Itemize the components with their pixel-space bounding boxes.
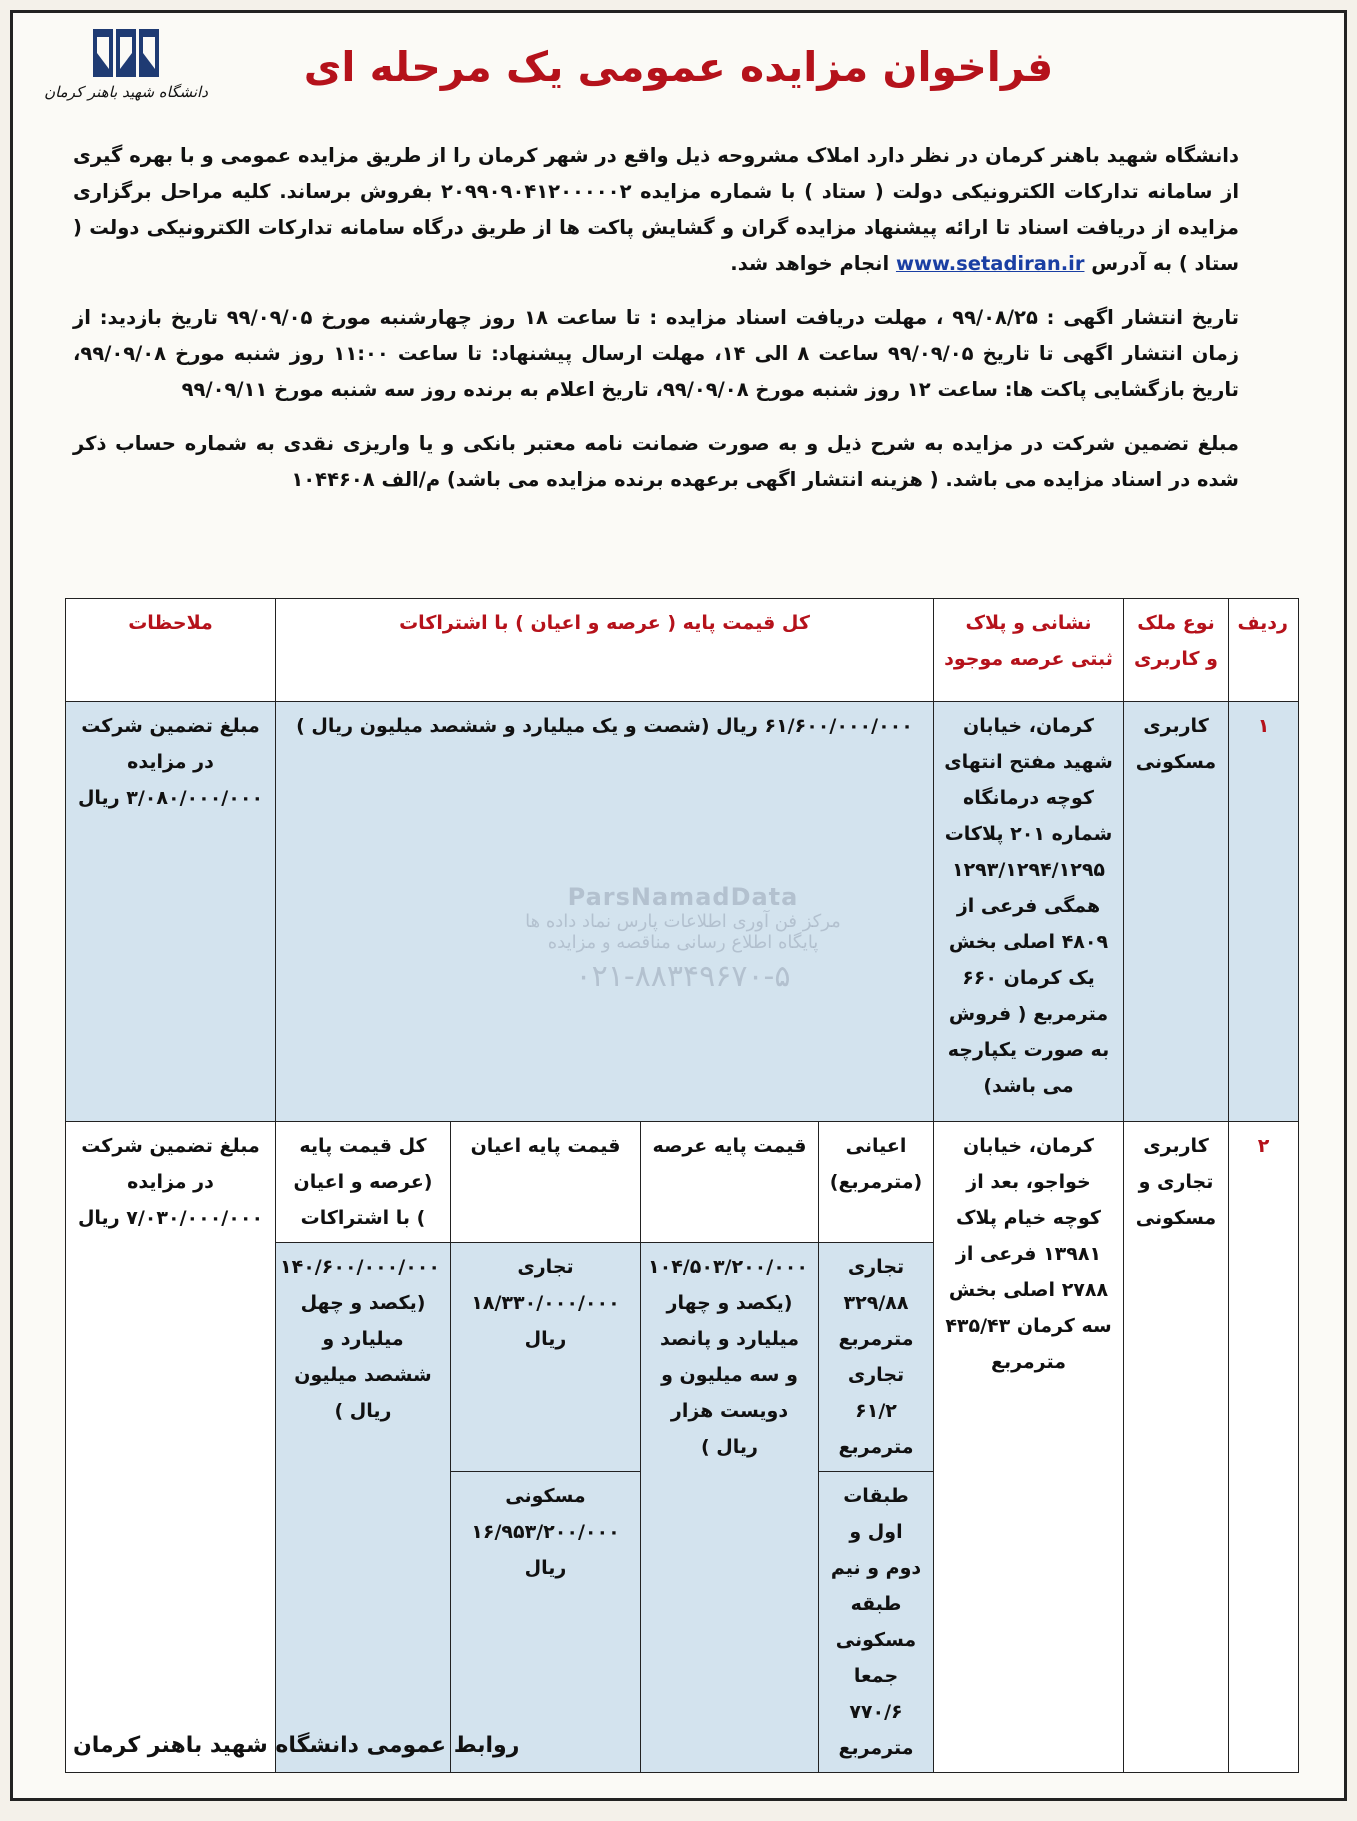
subheader-building-price: قیمت پایه اعیان (451, 1122, 641, 1243)
logo-caption: دانشگاه شهید باهنر کرمان (44, 83, 208, 101)
notice-page (10, 10, 1347, 1801)
header-address: نشانی و پلاک ثبتی عرصه موجود (934, 599, 1124, 702)
properties-table (65, 598, 1299, 1773)
dates-paragraph: تاریخ انتشار اگهی : ۹۹/۰۸/۲۵ ، مهلت دریافت اسناد مزایده : تا ساعت ۱۸ روز چهارشنبه مورخ ۹۹/۰۹/۰۵ تاریخ بازدید: از زمان انتشار اگهی تا تاریخ ۹۹/۰۹/۰۵ ساعت ۸ الی ۱۴، مهلت ارسال پیشنهاد: تا ساعت ۱۱:۰۰ روز شنبه مورخ ۹۹/۰۹/۰۸، تاریخ بازگشایی پاکت ها: ساعت ۱۲ روز شنبه مورخ ۹۹/۰۹/۰۸، تاریخ اعلام به برنده روز سه شنبه مورخ ۹۹/۰۹/۱۱ (73, 306, 1240, 401)
header (13, 13, 1344, 138)
header-row-number: ردیف (1229, 599, 1299, 702)
property-address: کرمان، خیابان شهید مفتح انتهای کوچه درمانگاه شماره ۲۰۱ پلاکات ۱۲۹۳/۱۲۹۴/۱۲۹۵ همگی فرعی از ۴۸۰۹ اصلی بخش یک کرمان ۶۶۰ مترمربع ( فروش به صورت یکپارچه می باشد) (934, 702, 1124, 1122)
table-header-row (66, 599, 1299, 702)
table-row (66, 702, 1299, 1122)
area-residential: طبقات اول و دوم و نیم طبقه مسکونی جمعا ۷۷۰/۶ مترمربع (819, 1472, 934, 1773)
building-price-commercial: تجاری ۱۸/۳۳۰/۰۰۰/۰۰۰ ریال (451, 1243, 641, 1472)
property-address: کرمان، خیابان خواجو، بعد از کوچه خیام پلاک ۱۳۹۸۱ فرعی از ۲۷۸۸ اصلی بخش سه کرمان ۴۳۵/۴۳ مترمربع (934, 1122, 1124, 1773)
building-price-residential: مسکونی ۱۶/۹۵۳/۲۰۰/۰۰۰ ریال (451, 1472, 641, 1773)
header-base-price: کل قیمت پایه ( عرصه و اعیان ) با اشتراکات (276, 599, 934, 702)
subheader-land-price: قیمت پایه عرصه (641, 1122, 819, 1243)
setadiran-link[interactable]: www.setadiran.ir (895, 252, 1085, 275)
row-number: ۱ (1229, 702, 1299, 1122)
header-property-type: نوع ملک و کاربری (1124, 599, 1229, 702)
watermark-line1: مرکز فن آوری اطلاعات پارس نماد داده ها (525, 911, 841, 932)
header-notes: ملاحظات (66, 599, 276, 702)
guarantee-value: ۷/۰۳۰/۰۰۰/۰۰۰ ریال (77, 1207, 264, 1229)
intro-paragraph (73, 138, 1239, 282)
intro-text: دانشگاه شهید باهنر کرمان در نظر دارد املاک مشروحه ذیل واقع در شهر کرمان را از طریق مزایده عمومی و با بهره گیری از سامانه تدارکات الکترونیکی دولت ( ستاد ) با شماره مزایده ۲۰۹۹۰۹۰۴۱۲۰۰۰۰۰۲ بفروش برساند. کلیه مراحل برگزاری مزایده از دریافت اسناد تا ارائه پیشنهاد مزایده گران و گشایش پاکت ها از طریق درگاه سامانه تدارکات الکترونیکی دولت ( ستاد ) به آدرس (73, 144, 1239, 275)
notes: مبلغ تضمین شرکت در مزایده ۳/۰۸۰/۰۰۰/۰۰۰ ریال (66, 702, 276, 1122)
footer-signature: روابط عمومی دانشگاه شهید باهنر کرمان (73, 1733, 520, 1758)
page-title: فراخوان مزایده عمومی یک مرحله ای (303, 43, 1054, 91)
intro-end-text: انجام خواهد شد. (730, 252, 890, 275)
guarantee-cell (66, 1122, 276, 1773)
subheader-area: اعیانی (مترمربع) (819, 1122, 934, 1243)
notice-body (13, 138, 1344, 498)
total-price: ۱۴۰/۶۰۰/۰۰۰/۰۰۰ (یکصد و چهل میلیارد و ششصد میلیون ریال ) (276, 1243, 451, 1773)
property-type: کاربری تجاری و مسکونی (1124, 1122, 1229, 1773)
table-row (66, 1122, 1299, 1243)
watermark-line2: پایگاه اطلاع رسانی مناقصه و مزایده (547, 932, 819, 953)
base-price: ۶۱/۶۰۰/۰۰۰/۰۰۰ ریال (شصت و یک میلیارد و ششصد میلیون ریال ) (276, 702, 934, 1122)
property-type: کاربری مسکونی (1124, 702, 1229, 1122)
row-number: ۲ (1229, 1122, 1299, 1773)
guarantee-label: مبلغ تضمین شرکت در مزایده (81, 1135, 260, 1193)
land-price: ۱۰۴/۵۰۳/۲۰۰/۰۰۰ (یکصد و چهار میلیارد و پانصد و سه میلیون و دویست هزار ریال ) (641, 1243, 819, 1773)
watermark-phone: ۰۲۱-۸۸۳۴۹۶۷۰-۵ (575, 959, 791, 994)
watermark-name: ParsNamadData (567, 883, 799, 911)
area-commercial: تجاری ۳۲۹/۸۸ مترمربع تجاری ۶۱/۲ مترمربع (819, 1243, 934, 1472)
guarantee-paragraph: مبلغ تضمین شرکت در مزایده به شرح ذیل و به صورت ضمانت نامه معتبر بانکی و یا واریزی نقدی به شماره حساب ذکر شده در اسناد مزایده می باشد. ( هزینه انتشار اگهی برعهده برنده مزایده می باشد) م/الف ۱۰۴۴۶۰۸ (73, 432, 1239, 491)
subheader-total: کل قیمت پایه (عرصه و اعیان ) با اشتراکات (276, 1122, 451, 1243)
